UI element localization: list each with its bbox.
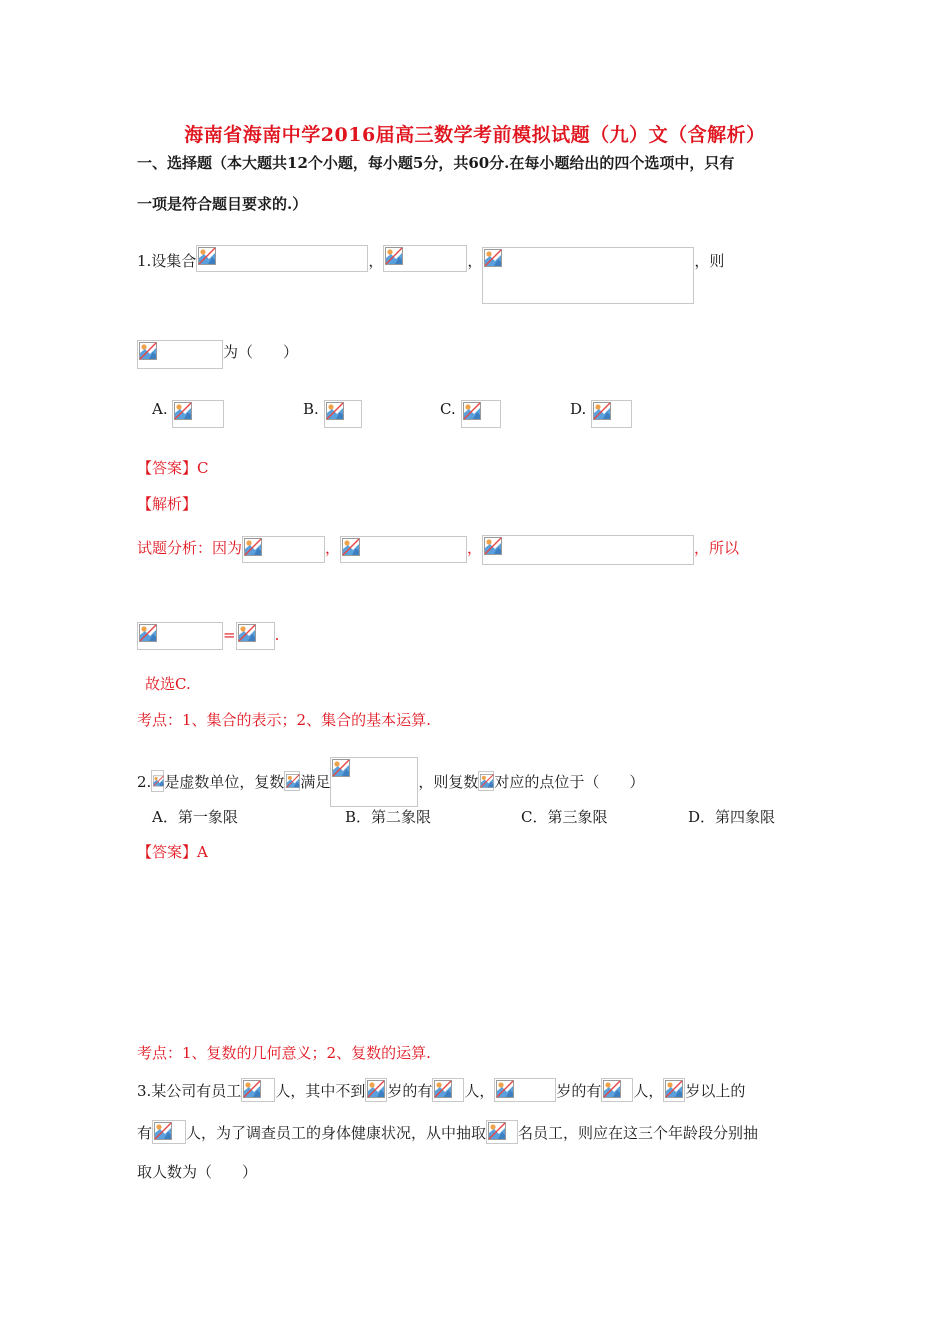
formula-image [432,1078,464,1102]
formula-image [383,245,467,272]
question-2-option-a: A．第一象限 [152,808,238,826]
formula-image [172,400,224,428]
broken-image-icon [593,402,611,420]
question-1-analysis-result: = . [137,622,279,650]
formula-image [461,400,501,428]
formula-image [601,1078,633,1102]
question-2-option-b: B．第二象限 [345,808,432,826]
broken-image-icon [488,1122,506,1140]
broken-image-icon [342,538,360,556]
broken-image-icon [326,402,344,420]
question-1-prefix: 1.设集合 [137,252,197,270]
question-1-kaodian: 考点：1、集合的表示；2、集合的基本运算. [137,711,431,729]
section-intro-line-2: 一项是符合题目要求的.） [137,195,308,213]
formula-image [284,771,300,791]
formula-image [137,622,223,650]
formula-image [242,536,325,563]
formula-image [486,1120,518,1144]
broken-image-icon [174,402,192,420]
question-1-answer: 【答案】C [137,459,209,477]
formula-image [236,622,275,650]
broken-image-icon [480,773,494,789]
question-3-stem-line-1: 3.某公司有员工 人，其中不到 岁的有 人， 岁的有 人， 岁以上的 [137,1078,745,1102]
formula-image [365,1078,387,1102]
broken-image-icon [463,402,481,420]
question-1-option-d: D. [570,400,632,428]
question-1-option-b: B. [303,400,362,428]
question-1-stem-cont: 为（ ） [137,340,298,369]
formula-image [591,400,632,428]
broken-image-icon [238,624,256,642]
formula-image [324,400,362,428]
question-1-analysis: 试题分析：因为 ， ， ，所以 [137,535,739,565]
question-2-kaodian: 考点：1、复数的几何意义；2、复数的运算. [137,1044,431,1062]
broken-image-icon [496,1080,514,1098]
formula-image [482,247,694,304]
formula-image [340,536,467,563]
formula-image [151,770,164,792]
question-3-stem-line-2: 有 人，为了调查员工的身体健康状况，从中抽取 名员工，则应在这三个年龄段分别抽 [137,1120,758,1144]
question-3-stem-line-3: 取人数为（ ） [137,1163,258,1181]
formula-image [478,771,494,791]
formula-image [241,1078,275,1102]
question-2-option-c: C．第三象限 [521,808,608,826]
document-title: 海南省海南中学2016届高三数学考前模拟试题（九）文（含解析） [184,124,766,146]
broken-image-icon [484,249,502,267]
broken-image-icon [139,342,157,360]
broken-image-icon [665,1080,683,1098]
formula-image [663,1078,685,1102]
formula-image [152,1120,186,1144]
question-2-option-d: D．第四象限 [688,808,776,826]
question-1-analysis-label: 【解析】 [137,495,198,513]
broken-image-icon [153,772,164,790]
formula-image [137,340,223,369]
formula-image [196,245,368,272]
formula-image [330,757,418,807]
broken-image-icon [244,538,262,556]
formula-image [482,535,694,565]
broken-image-icon [484,537,502,555]
broken-image-icon [385,247,403,265]
formula-image [494,1078,556,1102]
question-1-option-c: C. [440,400,501,428]
question-1-stem: 1.设集合 ， ， ，则 [137,245,724,304]
broken-image-icon [139,624,157,642]
question-2-stem: 2. 是虚数单位，复数 满足 ，则复数 对应的点位于（ ） [137,757,644,807]
section-intro-line-1: 一、选择题（本大题共12个小题，每小题5分，共60分.在每小题给出的四个选项中，只有 [137,154,735,172]
broken-image-icon [286,773,300,789]
broken-image-icon [367,1080,385,1098]
broken-image-icon [243,1080,261,1098]
question-1-option-a: A. [152,400,224,428]
broken-image-icon [198,247,216,265]
question-1-choice: 故选C. [145,675,191,693]
question-2-answer: 【答案】A [137,843,208,861]
broken-image-icon [434,1080,452,1098]
broken-image-icon [154,1122,172,1140]
broken-image-icon [603,1080,621,1098]
broken-image-icon [332,759,350,777]
